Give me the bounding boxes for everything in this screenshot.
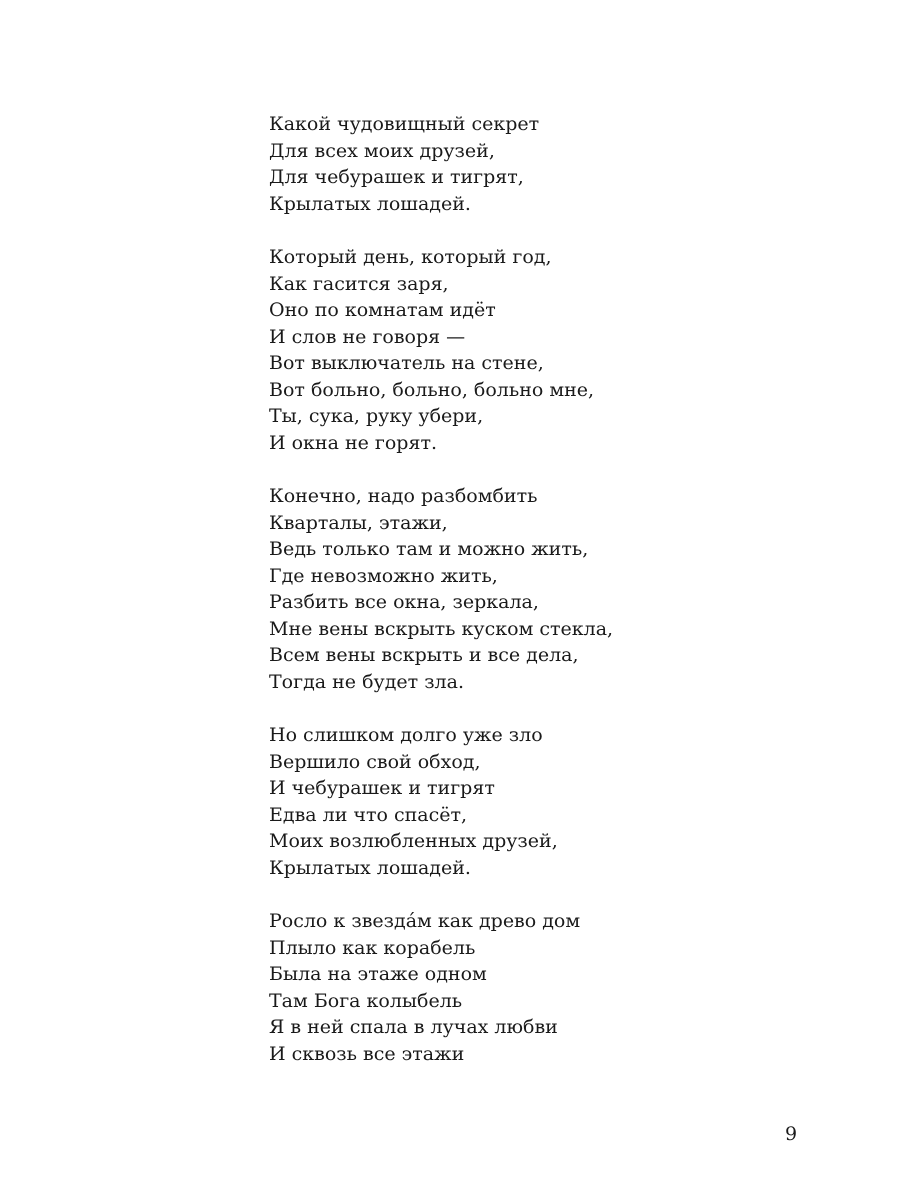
poem-line: Вершило свой обход, (269, 750, 481, 773)
poem-line: Как гасится заря, (269, 272, 449, 295)
poem-line: Ведь только там и можно жить, (269, 538, 589, 560)
poem-line: Я в ней спала в лучах любви (269, 1016, 558, 1038)
stanza-2 (269, 244, 869, 456)
poem-line: Едва ли что спасёт, (269, 803, 468, 826)
poem-line: И чебурашек и тигрят (269, 777, 495, 799)
stanza-1 (269, 111, 869, 217)
poem-line: Разбить все окна, зеркала, (269, 591, 539, 613)
poem-line: И слов не говоря — (269, 325, 466, 348)
poem-line: И окна не горят. (269, 431, 437, 454)
poem-line: Там Бога колыбель (269, 989, 463, 1012)
poem-line: Оно по комнатам идёт (269, 299, 496, 321)
poem-line: Была на этаже одном (269, 963, 487, 985)
stanza-3 (269, 483, 869, 695)
poem-line: Какой чудовищный секрет (269, 113, 540, 135)
stanza-4 (269, 722, 869, 881)
poem-line: Конечно, надо разбомбить (269, 485, 538, 507)
poem-line: Но слишком долго уже зло (269, 724, 543, 746)
poem-line: Вот больно, больно, больно мне, (269, 378, 595, 401)
poem-line: Мне вены вскрыть куском стекла, (269, 617, 614, 640)
poem-line: Росло к звезда́м как древо дом (269, 910, 581, 932)
poem-line: Для чебурашек и тигрят, (269, 166, 524, 188)
poem-line: Который день, который год, (269, 246, 552, 268)
poem-line: Ты, сука, руку убери, (269, 405, 484, 427)
poem-line: Кварталы, этажи, (269, 511, 448, 534)
poem-body (269, 111, 869, 1094)
poem-line: Плыло как корабель (269, 936, 476, 959)
poem-line: Крылатых лошадей. (269, 856, 471, 879)
page-number: 9 (784, 1123, 798, 1145)
poem-line: Тогда не будет зла. (269, 670, 464, 693)
poem-line: Моих возлюбленных друзей, (269, 830, 558, 852)
poem-line: Где невозможно жить, (269, 564, 498, 587)
poem-line: Крылатых лошадей. (269, 192, 471, 215)
poem-line: И сквозь все этажи (269, 1042, 465, 1065)
stanza-5 (269, 908, 869, 1067)
poem-line: Вот выключатель на стене, (269, 352, 544, 374)
poem-line: Всем вены вскрыть и все дела, (269, 644, 579, 666)
poem-line: Для всех моих друзей, (269, 139, 495, 162)
